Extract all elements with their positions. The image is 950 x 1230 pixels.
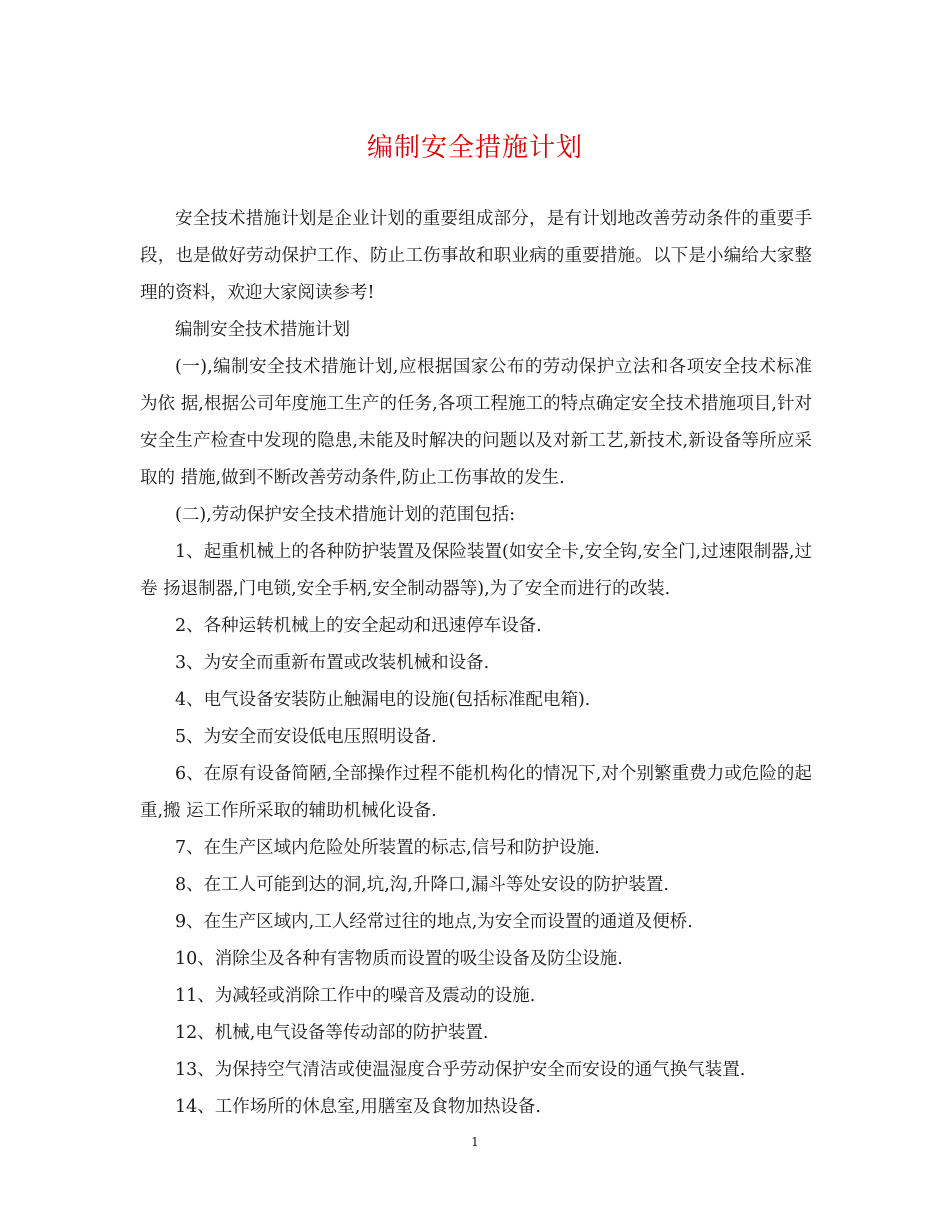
paragraph-part-one: (一),编制安全技术措施计划,应根据国家公布的劳动保护立法和各项安全技术标准为依 据,根据公司年度施工生产的任务,各项工程施工的特点确定安全技术措施项目,针对安全生产检查中发现的隐患,未能及时解决的问题以及对新工艺,新技术,新设备等所应采取的 措施,做到不断改善劳动条件,防止工伤事故的发生. <box>140 357 812 488</box>
page-number: 1 <box>471 1135 479 1149</box>
list-item-13: 13、为保持空气清洁或使温湿度合乎劳动保护安全而安设的通气换气装置. <box>175 1060 746 1080</box>
list-item-11: 11、为减轻或消除工作中的噪音及震动的设施. <box>175 986 536 1006</box>
list-item-3: 3、为安全而重新布置或改装机械和设备. <box>175 653 490 673</box>
list-item-7: 7、在生产区域内危险处所装置的标志,信号和防护设施. <box>175 838 600 858</box>
list-item-1: 1、起重机械上的各种防护装置及保险装置(如安全卡,安全钩,安全门,过速限制器,过卷 扬退制器,门电锁,安全手柄,安全制动器等),为了安全而进行的改装. <box>140 542 812 599</box>
list-item-5: 5、为安全而安设低电压照明设备. <box>175 727 437 747</box>
list-item-6: 6、在原有设备简陋,全部操作过程不能机构化的情况下,对个别繁重费力或危险的起重,搬 运工作所采取的辅助机械化设备. <box>140 764 812 821</box>
list-item-8: 8、在工人可能到达的洞,坑,沟,升降口,漏斗等处安设的防护装置. <box>175 875 669 895</box>
document-body <box>140 201 812 1126</box>
list-item-9: 9、在生产区域内,工人经常过往的地点,为安全而设置的通道及便桥. <box>175 912 693 932</box>
section-heading: 编制安全技术措施计划 <box>175 320 350 340</box>
list-item-14: 14、工作场所的休息室,用膳室及食物加热设备. <box>175 1097 541 1117</box>
paragraph-part-two: (二),劳动保护安全技术措施计划的范围包括: <box>175 505 516 525</box>
list-item-2: 2、各种运转机械上的安全起动和迅速停车设备. <box>175 616 542 636</box>
document-title: 编制安全措施计划 <box>366 133 583 163</box>
intro-paragraph: 安全技术措施计划是企业计划的重要组成部分，是有计划地改善劳动条件的重要手段，也是做好劳动保护工作、防止工伤事故和职业病的重要措施。以下是小编给大家整理的资料，欢迎大家阅读参考! <box>140 209 812 303</box>
list-item-10: 10、消除尘及各种有害物质而设置的吸尘设备及防尘设施. <box>175 949 623 969</box>
list-item-4: 4、电气设备安装防止触漏电的设施(包括标准配电箱). <box>175 690 591 710</box>
list-item-12: 12、机械,电气设备等传动部的防护装置. <box>175 1023 489 1043</box>
